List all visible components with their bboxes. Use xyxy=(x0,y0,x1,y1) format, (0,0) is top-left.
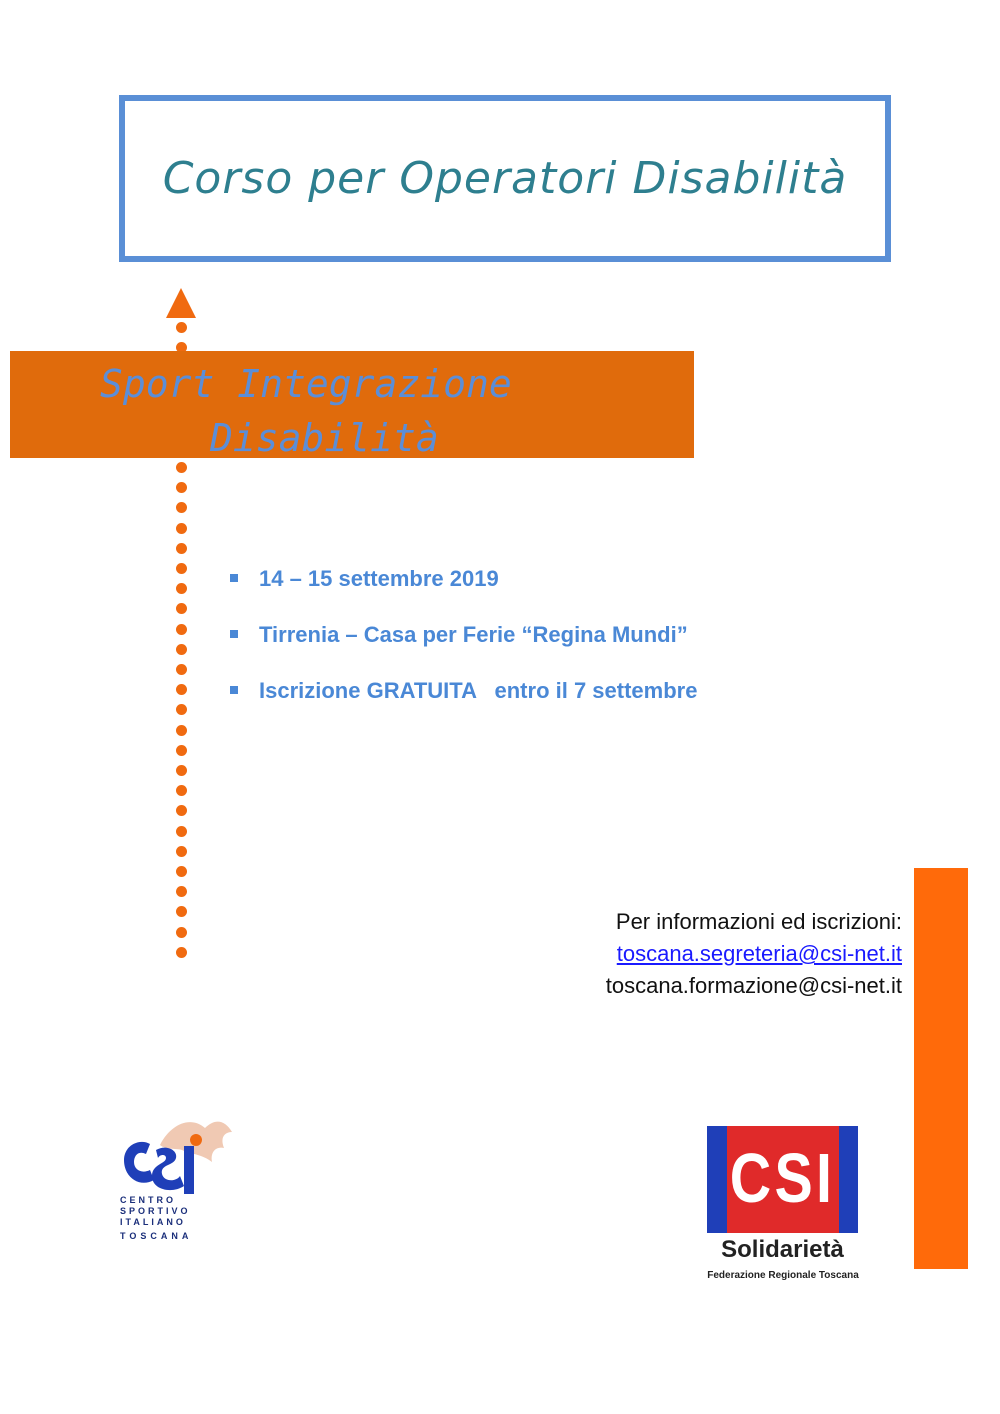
dot xyxy=(176,725,187,736)
federazione-text: Federazione Regionale Toscana xyxy=(707,1270,859,1281)
dot xyxy=(176,826,187,837)
dot xyxy=(176,866,187,877)
list-item xyxy=(230,674,697,730)
solidarieta-text: Solidarietà xyxy=(721,1236,844,1263)
orange-side-bar xyxy=(914,868,968,1269)
dot xyxy=(176,765,187,776)
list-item xyxy=(230,562,697,618)
square-bullet-icon xyxy=(230,630,238,638)
square-bullet-icon xyxy=(230,686,238,694)
csi-mark xyxy=(707,1126,858,1233)
logo-line-3: ITALIANO xyxy=(120,1217,186,1227)
dot xyxy=(176,684,187,695)
title-box xyxy=(119,95,891,262)
detail-registration: Iscrizione GRATUITA entro il 7 settembre xyxy=(259,678,698,703)
detail-date: 14 – 15 settembre 2019 xyxy=(259,566,499,591)
dot xyxy=(176,322,187,333)
dot xyxy=(176,664,187,675)
email-plain: toscana.formazione@csi-net.it xyxy=(605,973,902,998)
dot xyxy=(176,603,187,614)
detail-location: Tirrenia – Casa per Ferie “Regina Mundi” xyxy=(259,622,688,647)
square-bullet-icon xyxy=(230,574,238,582)
contact-heading: Per informazioni ed iscrizioni: xyxy=(615,909,902,934)
dot xyxy=(176,644,187,655)
dot xyxy=(176,785,187,796)
dot xyxy=(176,482,187,493)
csi-logo-text xyxy=(120,1195,200,1242)
list-item xyxy=(230,618,697,674)
pegasus-csi-icon xyxy=(120,1110,240,1200)
email-link[interactable]: toscana.segreteria@csi-net.it xyxy=(616,941,902,966)
dot xyxy=(176,805,187,816)
banner-line-1: Sport Integrazione xyxy=(100,362,512,406)
dot xyxy=(176,583,187,594)
dot xyxy=(176,563,187,574)
csi-mark-text: CSI xyxy=(729,1139,836,1217)
csi-toscana-logo xyxy=(120,1110,240,1250)
banner-line-2: Disabilità xyxy=(210,416,439,460)
dot xyxy=(176,886,187,897)
dot xyxy=(176,543,187,554)
dot xyxy=(176,523,187,534)
logo-line-4: TOSCANA xyxy=(120,1231,193,1241)
banner-text xyxy=(10,357,530,465)
csi-solidarieta-logo xyxy=(707,1126,859,1286)
dot xyxy=(176,846,187,857)
dot xyxy=(176,927,187,938)
dot xyxy=(176,704,187,715)
dot xyxy=(176,624,187,635)
page-title: Corso per Operatori Disabilità xyxy=(162,153,848,204)
dot xyxy=(176,745,187,756)
banner xyxy=(10,351,694,458)
logo-line-1: CENTRO xyxy=(120,1195,176,1205)
dot xyxy=(176,502,187,513)
logo-line-2: SPORTIVO xyxy=(120,1206,191,1216)
dot xyxy=(176,947,187,958)
dot xyxy=(176,906,187,917)
details-list xyxy=(230,562,697,730)
arrow-up-icon xyxy=(166,288,196,318)
contact-block xyxy=(606,906,902,1002)
